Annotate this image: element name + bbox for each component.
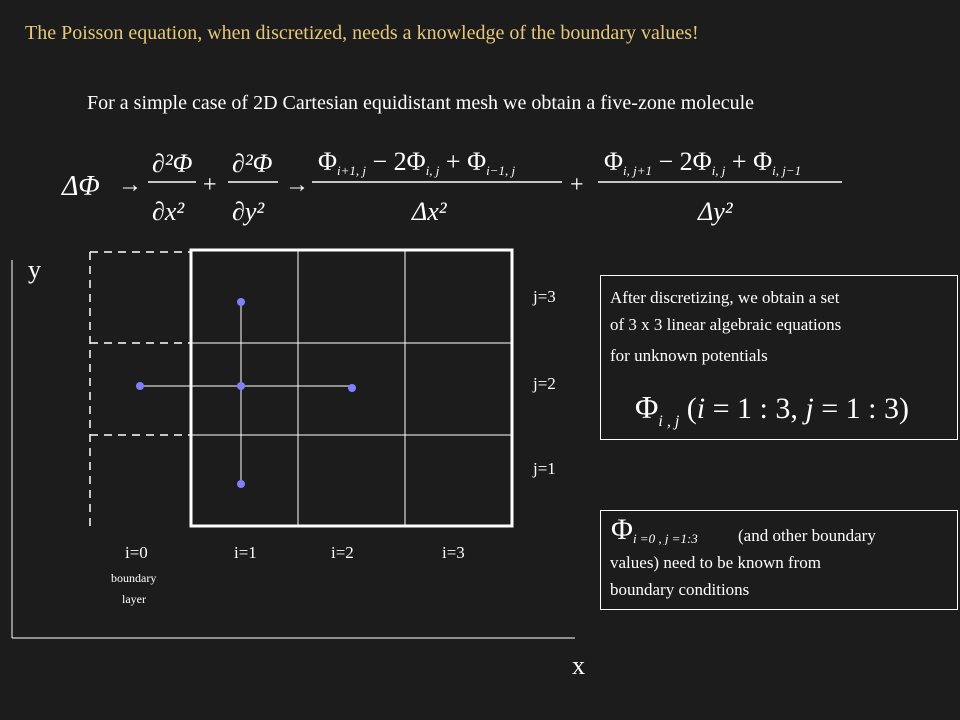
row-label-j2: j=2 (533, 374, 556, 393)
col-label-i3: i=3 (442, 543, 465, 562)
box1-line2: of 3 x 3 linear algebraic equations (610, 315, 842, 334)
plus-2: + (570, 172, 584, 198)
row-label-j1: j=1 (533, 459, 556, 478)
boundary-formula (609, 511, 744, 545)
arrow-1: → (118, 172, 142, 198)
stencil-node-bottom (237, 480, 245, 488)
slide-title: The Poisson equation, when discretized, needs a knowledge of the boundary values! (25, 22, 699, 44)
col-label-i0: i=0 (125, 543, 148, 562)
boundary-info-box (600, 510, 958, 610)
fd-x-numerator: Φi+1, j − 2Φi, j + Φi−1, j (318, 147, 516, 178)
box2-line2: values) need to be known from (610, 553, 822, 572)
col-label-i2: i=2 (331, 543, 354, 562)
fd-y-numerator: Φi, j+1 − 2Φi, j + Φi, j−1 (604, 147, 802, 178)
unknowns-info-box (600, 275, 958, 440)
discretization-equation (0, 130, 960, 230)
boundary-label-line2: layer (122, 592, 146, 606)
stencil-node-center (237, 382, 245, 390)
d2phi-y-numerator: ∂²Φ (232, 149, 273, 178)
d2phi-x-denominator: ∂x² (152, 197, 185, 226)
plus-1: + (203, 172, 217, 198)
box1-line3: for unknown potentials (610, 346, 768, 365)
d2phi-x-numerator: ∂²Φ (152, 149, 193, 178)
d2phi-y-denominator: ∂y² (232, 197, 265, 226)
box1-line1: After discretizing, we obtain a set (610, 288, 840, 307)
box2-line3: boundary conditions (610, 580, 750, 599)
fd-y-denominator: Δy² (698, 197, 733, 226)
unknowns-formula (635, 378, 955, 434)
stencil-node-top (237, 298, 245, 306)
row-label-j3: j=3 (533, 287, 556, 306)
five-point-stencil (136, 298, 356, 488)
boundary-label-line1: boundary (111, 571, 157, 585)
stencil-node-right (348, 384, 356, 392)
x-axis-label: x (572, 651, 585, 680)
col-label-i1: i=1 (234, 543, 257, 562)
mesh-diagram (0, 240, 600, 680)
arrow-2: → (285, 172, 309, 198)
svg-text:Φi =0 , j =1:3: Φi =0 , j =1:3 (611, 513, 698, 545)
svg-text:Φi , j (i = 1 : 3, j = 1 : 3): $\Phi_{i , j}$ (i = 1 : 3, j = 1 : 3) (635, 389, 909, 430)
laplacian: ΔΦ (62, 171, 100, 202)
box2-line1: (and other boundary (738, 526, 876, 545)
stencil-node-left (136, 382, 144, 390)
y-axis-label: y (28, 255, 41, 284)
fd-x-denominator: Δx² (412, 197, 447, 226)
slide-subtitle: For a simple case of 2D Cartesian equidistant mesh we obtain a five-zone molecule (87, 92, 755, 114)
